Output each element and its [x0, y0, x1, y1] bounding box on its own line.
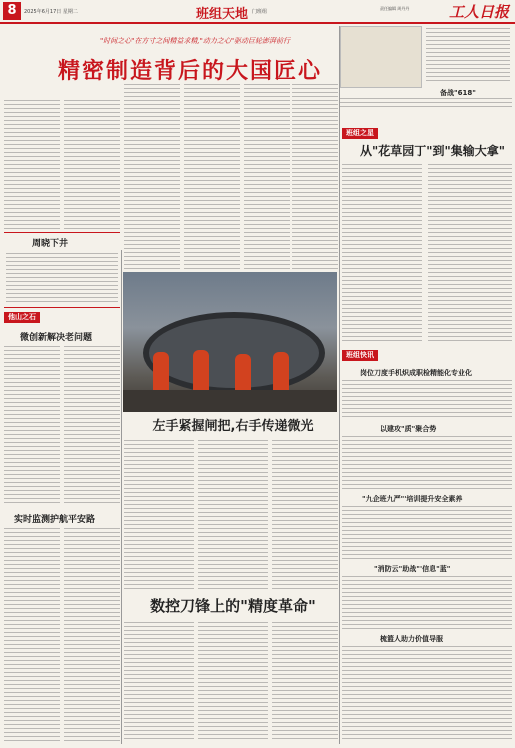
- editor-credit: 责任编辑 周丹丹: [380, 6, 410, 11]
- page-number: 8: [3, 2, 21, 20]
- cartoon-box: [340, 26, 512, 110]
- article-title: 实时监测护航平安路: [14, 515, 96, 525]
- section-subtitle: 门班组: [252, 9, 268, 15]
- news-title: "九企班九严"'培训提升安全素养: [362, 495, 463, 503]
- column-tag: 班组快讯: [342, 350, 378, 361]
- floor: [123, 390, 337, 412]
- cartoon-note: [340, 98, 512, 110]
- article-text-block: [272, 622, 338, 742]
- issue-date: 2025年6月17日 星期二: [24, 9, 78, 15]
- news-title: "消防云"助战"'信息"蓝": [374, 565, 451, 573]
- column-tag: 班组之星: [342, 128, 378, 139]
- article-text-block: [198, 440, 268, 590]
- column-tag: 他山之石: [4, 312, 40, 323]
- article-title: 从"花草园丁"到"集输大拿": [360, 144, 506, 158]
- box-text: [6, 253, 118, 303]
- article-text-block: [198, 622, 268, 742]
- article-text-block: [124, 440, 194, 590]
- page-header: [0, 0, 515, 24]
- photo-headline: 左手紧握闸把,右手传递微光: [152, 419, 314, 434]
- worker-figure: [273, 352, 289, 394]
- column-rule: [339, 26, 340, 744]
- article-text-block: [342, 164, 422, 344]
- kicker: "时间之心"在方寸之间精益求精,"动力之心"驱动巨轮澎湃前行: [99, 37, 291, 45]
- article-headline: 数控刀锋上的"精度革命": [150, 597, 316, 615]
- news-title: 以建攻"质"聚合势: [380, 425, 437, 433]
- article-text-block: [292, 84, 338, 269]
- article-text-block: [4, 346, 60, 506]
- worker-figure: [153, 352, 169, 392]
- article-text-block: [124, 84, 180, 269]
- article-text-block: [4, 528, 60, 742]
- cartoon-text: [426, 28, 510, 84]
- article-text-block: [64, 346, 120, 506]
- article-text-block: [4, 100, 60, 230]
- article-text-block: [124, 622, 194, 742]
- news-text: [342, 436, 512, 490]
- news-photo: [123, 272, 337, 412]
- news-text: [342, 646, 512, 742]
- column-rule: [121, 250, 122, 744]
- newspaper-logo: 工人日报: [448, 3, 509, 21]
- cartoon-title: 备战"618": [440, 89, 476, 97]
- main-headline: 精密制造背后的大国匠心: [57, 59, 322, 84]
- news-text: [342, 576, 512, 630]
- article-text-block: [272, 440, 338, 590]
- worker-figure: [235, 354, 251, 394]
- header-rule: [0, 22, 515, 24]
- article-text-block: [428, 164, 512, 344]
- article-text-block: [64, 100, 120, 230]
- news-text: [342, 506, 512, 560]
- news-title: 岗位刀度手机炽成职检精能化专业化: [360, 369, 472, 377]
- machine-ring: [143, 312, 325, 394]
- worker-figure: [193, 350, 209, 394]
- news-text: [342, 380, 512, 420]
- box-title: 周晓下井: [32, 239, 69, 249]
- cartoon-image: [340, 26, 422, 88]
- news-title: 梳篮人助力价值导服: [380, 635, 443, 643]
- article-text-block: [244, 84, 290, 269]
- article-text-block: [184, 84, 240, 269]
- article-text-block: [64, 528, 120, 742]
- section-title: 班组天地: [196, 7, 249, 22]
- article-title: 微创新解决老问题: [20, 333, 93, 343]
- feature-box: [4, 232, 120, 308]
